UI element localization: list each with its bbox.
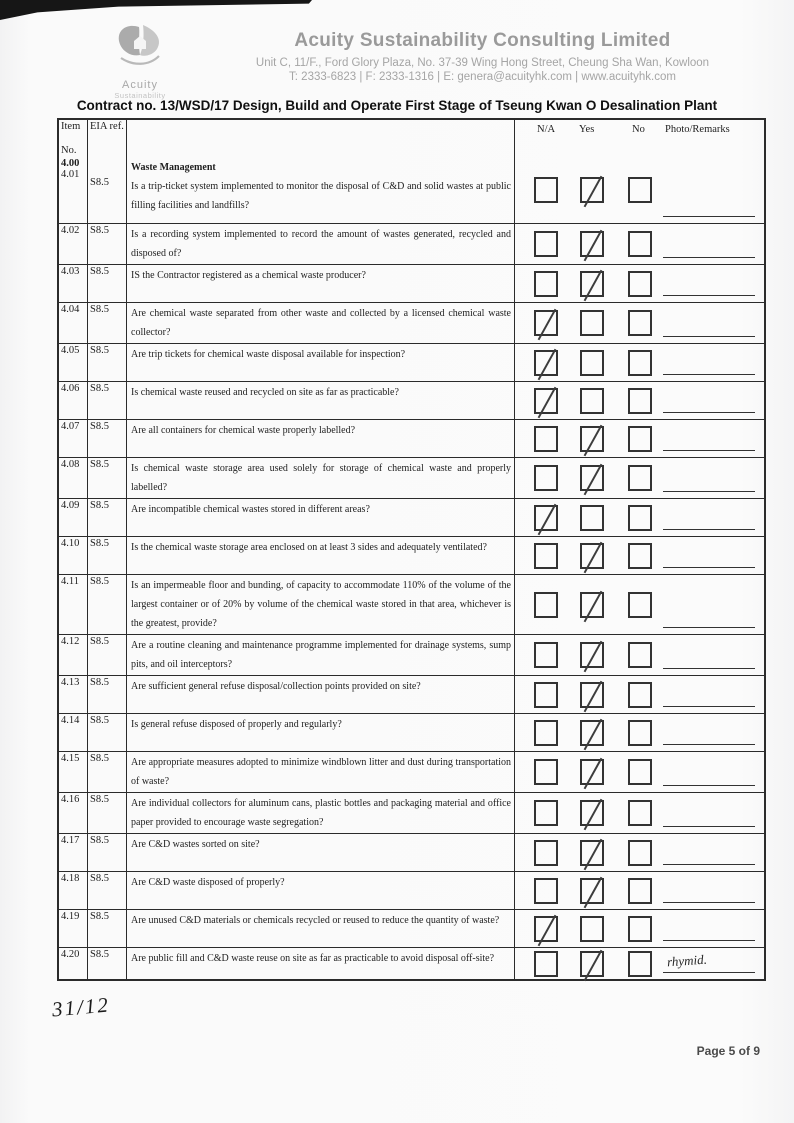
checkbox-yes[interactable] — [580, 465, 604, 491]
item-no: 4.04 — [61, 304, 80, 315]
remarks-line — [663, 627, 755, 628]
eia-ref-cell — [88, 575, 127, 634]
checkbox-yes[interactable] — [580, 350, 604, 376]
question-text: Is a trip-ticket system implemented to monitor the disposal of C&D and solid wastes at public filling facilities and landfills? — [131, 181, 511, 211]
handwritten-remark: rhymid. — [666, 951, 708, 970]
check-mark — [584, 424, 603, 456]
checkbox-no[interactable] — [628, 543, 652, 569]
eia-ref-cell — [88, 344, 127, 381]
checks-cell — [515, 265, 764, 302]
checkbox-yes[interactable] — [580, 592, 604, 618]
check-mark — [584, 541, 603, 573]
question-text: Is chemical waste reused and recycled on site as far as practicable? — [131, 387, 399, 398]
eia-ref-cell — [88, 676, 127, 713]
item-no: 4.18 — [61, 873, 80, 884]
checkbox-yes[interactable] — [580, 720, 604, 746]
question-cell — [127, 224, 515, 264]
col-header-no-option: No — [632, 124, 645, 135]
checkbox-no[interactable] — [628, 642, 652, 668]
checks-cell — [515, 303, 764, 343]
check-mark — [538, 309, 557, 341]
checks-cell — [515, 499, 764, 536]
eia-ref-cell — [88, 458, 127, 498]
question-cell — [127, 575, 515, 634]
eia-ref: S8.5 — [90, 873, 109, 884]
remarks-line — [663, 785, 755, 786]
checkbox-no[interactable] — [628, 759, 652, 785]
checkbox-na[interactable] — [534, 642, 558, 668]
question-cell — [127, 499, 515, 536]
table-row — [59, 792, 764, 833]
item-no: 4.19 — [61, 911, 80, 922]
item-no: 4.17 — [61, 835, 80, 846]
checkbox-yes[interactable] — [580, 642, 604, 668]
eia-ref-cell — [88, 948, 127, 979]
col-header-question — [127, 120, 515, 157]
eia-ref: S8.5 — [90, 753, 109, 764]
question-text: Are appropriate measures adopted to minimize windblown litter and dust during transportation of waste? — [131, 757, 511, 787]
item-no: 4.20 — [61, 949, 80, 960]
eia-ref: S8.5 — [90, 500, 109, 511]
eia-ref: S8.5 — [90, 794, 109, 805]
remarks-line — [663, 668, 755, 669]
check-mark — [584, 230, 603, 262]
table-row — [59, 574, 764, 634]
question-cell — [127, 537, 515, 574]
question-text: Are unused C&D materials or chemicals recycled or reused to reduce the quantity of waste? — [131, 915, 500, 926]
item-no-cell — [59, 157, 88, 223]
checkbox-no[interactable] — [628, 720, 652, 746]
eia-ref-cell — [88, 157, 127, 223]
checkbox-na[interactable] — [534, 800, 558, 826]
item-no-cell — [59, 303, 88, 343]
check-mark — [538, 348, 557, 380]
contract-title: Contract no. 13/WSD/17 Design, Build and Operate First Stage of Tseung Kwan O Desalination Plant — [76, 98, 718, 113]
question-cell — [127, 344, 515, 381]
checkbox-no[interactable] — [628, 592, 652, 618]
checks-cell — [515, 714, 764, 751]
checkbox-na[interactable] — [534, 350, 558, 376]
handwritten-date: 31/12 — [51, 992, 111, 1022]
logo-subtitle: Sustainability — [114, 91, 166, 100]
eia-ref-cell — [88, 303, 127, 343]
question-cell — [127, 834, 515, 871]
letterhead — [195, 30, 770, 83]
checkbox-na[interactable] — [534, 426, 558, 452]
remarks-line — [663, 940, 755, 941]
remarks-line — [663, 826, 755, 827]
eia-ref-cell — [88, 834, 127, 871]
table-row — [59, 909, 764, 947]
table-row — [59, 871, 764, 909]
item-no: 4.10 — [61, 538, 80, 549]
item-no-cell — [59, 224, 88, 264]
check-mark — [584, 799, 603, 831]
table-row — [59, 381, 764, 419]
checkbox-na[interactable] — [534, 592, 558, 618]
eia-ref: S8.5 — [90, 177, 109, 188]
question-text: Is the chemical waste storage area enclosed on at least 3 sides and adequately ventilated? — [131, 542, 487, 553]
col-header-no: No. — [61, 145, 77, 156]
eia-ref-cell — [88, 752, 127, 792]
eia-ref-cell — [88, 420, 127, 457]
checkbox-no[interactable] — [628, 840, 652, 866]
checkbox-na[interactable] — [534, 682, 558, 708]
question-text: Are individual collectors for aluminum cans, plastic bottles and packaging material and office paper provided to encourage waste segregation? — [131, 798, 511, 828]
item-no-cell — [59, 948, 88, 979]
remarks-line — [663, 972, 755, 973]
item-no: 4.12 — [61, 636, 80, 647]
checkbox-yes[interactable] — [580, 543, 604, 569]
question-text: Is chemical waste storage area used solely for storage of chemical waste and properly labelled? — [131, 463, 511, 493]
checks-cell — [515, 752, 764, 792]
item-no: 4.16 — [61, 794, 80, 805]
question-cell — [127, 420, 515, 457]
remarks-line — [663, 864, 755, 865]
checkbox-na[interactable] — [534, 465, 558, 491]
company-contact: T: 2333-6823 | F: 2333-1316 | E: genera@acuityhk.com | www.acuityhk.com — [289, 71, 676, 83]
eia-ref-cell — [88, 793, 127, 833]
question-text: Are a routine cleaning and maintenance programme implemented for drainage systems, sump pits, and oil interceptors? — [131, 640, 511, 670]
eia-ref: S8.5 — [90, 538, 109, 549]
question-text: Are sufficient general refuse disposal/collection points provided on site? — [131, 681, 421, 692]
item-no: 4.02 — [61, 225, 80, 236]
checkbox-no[interactable] — [628, 271, 652, 297]
eia-ref-cell — [88, 910, 127, 947]
item-no-cell — [59, 872, 88, 909]
checkbox-no[interactable] — [628, 505, 652, 531]
checkbox-na[interactable] — [534, 840, 558, 866]
item-no-cell — [59, 714, 88, 751]
remarks-line — [663, 295, 755, 296]
company-name: Acuity Sustainability Consulting Limited — [294, 30, 671, 51]
col-header-item: Item — [61, 121, 81, 132]
col-header-checks — [515, 120, 764, 157]
checklist-table — [57, 118, 766, 981]
checks-cell — [515, 157, 764, 223]
checkbox-no[interactable] — [628, 682, 652, 708]
col-header-item-no — [59, 120, 88, 157]
check-mark — [584, 176, 603, 208]
section-title: Waste Management — [131, 162, 216, 173]
eia-ref-cell — [88, 224, 127, 264]
item-no: 4.01 — [61, 169, 80, 180]
eia-ref-cell — [88, 265, 127, 302]
table-row — [59, 498, 764, 536]
eia-ref: S8.5 — [90, 459, 109, 470]
checks-cell — [515, 635, 764, 675]
checkbox-na[interactable] — [534, 720, 558, 746]
item-no: 4.05 — [61, 345, 80, 356]
checks-cell — [515, 834, 764, 871]
remarks-line — [663, 336, 755, 337]
table-row — [59, 302, 764, 343]
table-row — [59, 343, 764, 381]
item-no-cell — [59, 344, 88, 381]
company-logo — [90, 22, 190, 100]
checkbox-na[interactable] — [534, 759, 558, 785]
remarks-line — [663, 257, 755, 258]
check-mark — [584, 758, 603, 790]
checkbox-yes[interactable] — [580, 916, 604, 942]
table-row — [59, 751, 764, 792]
eia-ref: S8.5 — [90, 383, 109, 394]
col-header-eia-ref: EIA ref. — [88, 120, 127, 157]
checkbox-yes[interactable] — [580, 759, 604, 785]
remarks-line — [663, 706, 755, 707]
checkbox-yes[interactable] — [580, 231, 604, 257]
section-item-no: 4.00 — [61, 158, 80, 169]
checkbox-yes[interactable] — [580, 878, 604, 904]
table-row — [59, 457, 764, 498]
item-no-cell — [59, 499, 88, 536]
table-row — [59, 675, 764, 713]
checkbox-yes[interactable] — [580, 800, 604, 826]
item-no-cell — [59, 635, 88, 675]
item-no: 4.14 — [61, 715, 80, 726]
remarks-line — [663, 902, 755, 903]
eia-ref: S8.5 — [90, 949, 109, 960]
checkbox-yes[interactable] — [580, 505, 604, 531]
table-header-row — [59, 120, 764, 157]
acuity-leaf-icon — [110, 22, 170, 72]
table-row — [59, 713, 764, 751]
page-number: Page 5 of 9 — [696, 1044, 760, 1058]
remarks-line — [663, 374, 755, 375]
question-cell — [127, 910, 515, 947]
col-header-na: N/A — [537, 124, 556, 135]
checks-cell — [515, 575, 764, 634]
table-row — [59, 223, 764, 264]
question-cell — [127, 458, 515, 498]
check-mark — [584, 269, 603, 301]
checkbox-na[interactable] — [534, 878, 558, 904]
eia-ref: S8.5 — [90, 266, 109, 277]
eia-ref: S8.5 — [90, 835, 109, 846]
item-no-cell — [59, 537, 88, 574]
question-cell — [127, 872, 515, 909]
question-text: Is general refuse disposed of properly and regularly? — [131, 719, 342, 730]
eia-ref-cell — [88, 872, 127, 909]
check-mark — [584, 464, 603, 496]
checklist-body — [59, 157, 764, 979]
eia-ref-cell — [88, 499, 127, 536]
question-text: Are public fill and C&D waste reuse on site as far as practicable to avoid disposal off-site? — [131, 953, 495, 964]
checks-cell — [515, 458, 764, 498]
item-no-cell — [59, 910, 88, 947]
question-text: Are incompatible chemical wastes stored in different areas? — [131, 504, 370, 515]
table-row — [59, 947, 764, 979]
table-row — [59, 536, 764, 574]
checkbox-no[interactable] — [628, 426, 652, 452]
logo-name: Acuity — [122, 79, 158, 91]
check-mark — [538, 386, 557, 418]
company-address: Unit C, 11/F., Ford Glory Plaza, No. 37-39 Wing Hong Street, Cheung Sha Wan, Kowloon — [255, 57, 710, 69]
check-mark — [584, 949, 603, 981]
check-mark — [584, 838, 603, 870]
checkbox-na[interactable] — [534, 951, 558, 977]
eia-ref-cell — [88, 635, 127, 675]
scan-artifact — [0, 0, 312, 20]
question-cell — [127, 157, 515, 223]
check-mark — [584, 680, 603, 712]
table-row — [59, 419, 764, 457]
item-no-cell — [59, 793, 88, 833]
checks-cell — [515, 676, 764, 713]
checks-cell — [515, 793, 764, 833]
checkbox-yes[interactable] — [580, 388, 604, 414]
eia-ref: S8.5 — [90, 576, 109, 587]
checks-cell — [515, 910, 764, 947]
checks-cell — [515, 382, 764, 419]
question-text: Are C&D waste disposed of properly? — [131, 877, 285, 888]
question-text: Are all containers for chemical waste properly labelled? — [131, 425, 356, 436]
checkbox-no[interactable] — [628, 951, 652, 977]
checkbox-yes[interactable] — [580, 271, 604, 297]
checkbox-na[interactable] — [534, 916, 558, 942]
item-no-cell — [59, 382, 88, 419]
table-row — [59, 264, 764, 302]
question-text: Are trip tickets for chemical waste disposal available for inspection? — [131, 349, 406, 360]
item-no: 4.07 — [61, 421, 80, 432]
check-mark — [538, 914, 557, 946]
checkbox-na[interactable] — [534, 543, 558, 569]
item-no-cell — [59, 458, 88, 498]
checkbox-na[interactable] — [534, 388, 558, 414]
checkbox-yes[interactable] — [580, 426, 604, 452]
item-no-cell — [59, 265, 88, 302]
table-row — [59, 634, 764, 675]
check-mark — [584, 641, 603, 673]
eia-ref-cell — [88, 537, 127, 574]
item-no: 4.15 — [61, 753, 80, 764]
check-mark — [584, 590, 603, 622]
item-no: 4.13 — [61, 677, 80, 688]
table-row — [59, 157, 764, 223]
item-no: 4.03 — [61, 266, 80, 277]
check-mark — [538, 503, 557, 535]
checkbox-no[interactable] — [628, 177, 652, 203]
checkbox-no[interactable] — [628, 878, 652, 904]
remarks-line — [663, 744, 755, 745]
question-text: Are chemical waste separated from other waste and collected by a licensed chemical waste collector? — [131, 308, 511, 338]
check-mark — [584, 876, 603, 908]
question-cell — [127, 265, 515, 302]
col-header-yes: Yes — [579, 124, 595, 135]
checkbox-no[interactable] — [628, 350, 652, 376]
eia-ref: S8.5 — [90, 304, 109, 315]
checks-cell — [515, 948, 764, 979]
eia-ref-cell — [88, 382, 127, 419]
item-no-cell — [59, 834, 88, 871]
checkbox-yes[interactable] — [580, 310, 604, 336]
question-cell — [127, 793, 515, 833]
checkbox-yes[interactable] — [580, 951, 604, 977]
checkbox-na[interactable] — [534, 177, 558, 203]
question-text: Is a recording system implemented to record the amount of wastes generated, recycled and disposed of? — [131, 229, 511, 259]
checkbox-no[interactable] — [628, 231, 652, 257]
checkbox-no[interactable] — [628, 388, 652, 414]
question-cell — [127, 948, 515, 979]
item-no-cell — [59, 575, 88, 634]
item-no-cell — [59, 420, 88, 457]
checks-cell — [515, 420, 764, 457]
checkbox-yes[interactable] — [580, 840, 604, 866]
checkbox-yes[interactable] — [580, 682, 604, 708]
question-text: IS the Contractor registered as a chemical waste producer? — [131, 270, 366, 281]
checkbox-yes[interactable] — [580, 177, 604, 203]
question-cell — [127, 752, 515, 792]
checkbox-no[interactable] — [628, 465, 652, 491]
checkbox-no[interactable] — [628, 310, 652, 336]
checkbox-na[interactable] — [534, 271, 558, 297]
question-cell — [127, 635, 515, 675]
remarks-line — [663, 216, 755, 217]
question-text: Are C&D wastes sorted on site? — [131, 839, 260, 850]
checks-cell — [515, 537, 764, 574]
item-no-cell — [59, 676, 88, 713]
remarks-line — [663, 491, 755, 492]
question-cell — [127, 382, 515, 419]
eia-ref: S8.5 — [90, 421, 109, 432]
remarks-line — [663, 412, 755, 413]
item-no: 4.09 — [61, 500, 80, 511]
item-no-cell — [59, 752, 88, 792]
eia-ref: S8.5 — [90, 345, 109, 356]
item-no: 4.11 — [61, 576, 79, 587]
checks-cell — [515, 872, 764, 909]
eia-ref: S8.5 — [90, 636, 109, 647]
question-text: Is an impermeable floor and bunding, of capacity to accommodate 110% of the volume of the largest container or of 20% by volume of the chemical waste stored in that area, whichever is the greatest, provide? — [131, 580, 511, 629]
question-cell — [127, 303, 515, 343]
remarks-line — [663, 450, 755, 451]
remarks-line — [663, 567, 755, 568]
question-cell — [127, 676, 515, 713]
item-no: 4.08 — [61, 459, 80, 470]
item-no: 4.06 — [61, 383, 80, 394]
checks-cell — [515, 224, 764, 264]
eia-ref: S8.5 — [90, 225, 109, 236]
checkbox-no[interactable] — [628, 800, 652, 826]
eia-ref-cell — [88, 714, 127, 751]
eia-ref: S8.5 — [90, 715, 109, 726]
question-cell — [127, 714, 515, 751]
remarks-line — [663, 529, 755, 530]
checkbox-na[interactable] — [534, 505, 558, 531]
checkbox-na[interactable] — [534, 310, 558, 336]
eia-ref: S8.5 — [90, 911, 109, 922]
check-mark — [584, 718, 603, 750]
col-header-remarks: Photo/Remarks — [665, 124, 730, 135]
table-row — [59, 833, 764, 871]
checkbox-na[interactable] — [534, 231, 558, 257]
checks-cell — [515, 344, 764, 381]
eia-ref: S8.5 — [90, 677, 109, 688]
checkbox-no[interactable] — [628, 916, 652, 942]
